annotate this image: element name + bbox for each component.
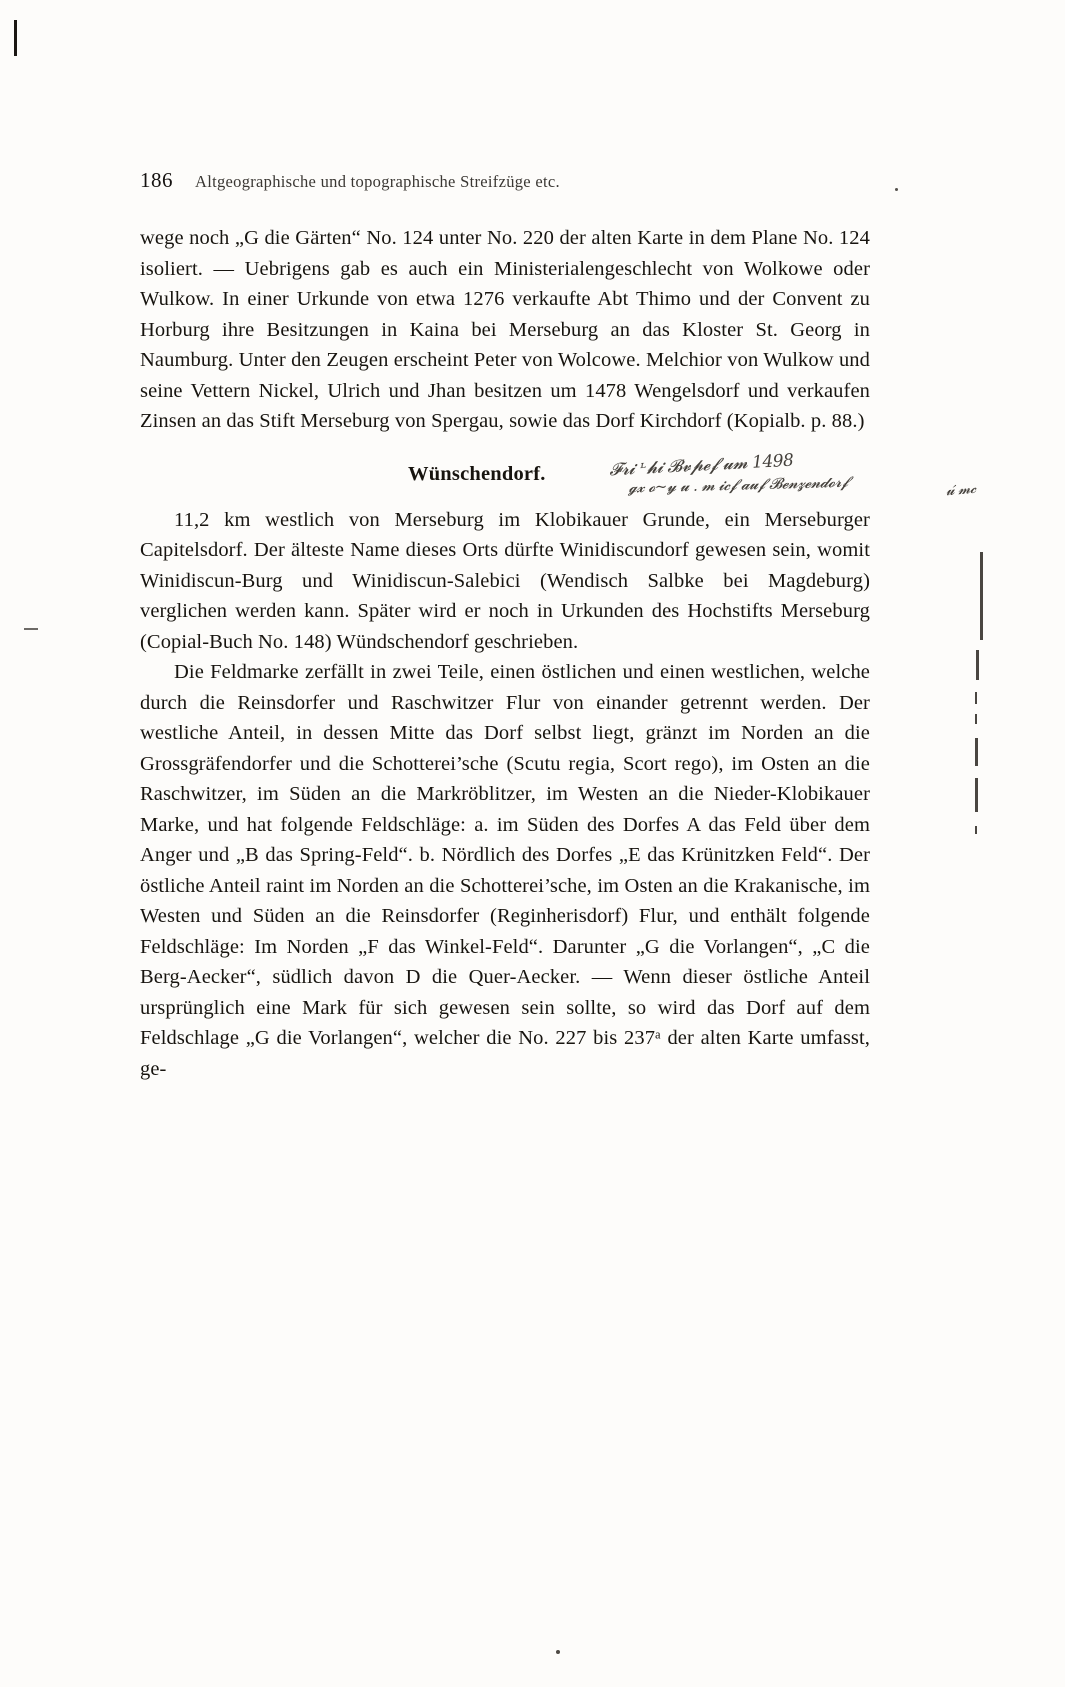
page-number: 186 [140,168,173,192]
page-content [140,168,977,1084]
scan-speck-artifact [895,188,898,191]
right-margin-fragment [975,778,978,812]
paragraph-1: wege noch „G die Gärten“ No. 124 unter No. 220 der alten Karte in dem Plane No. 124 isoliert. — Uebrigens gab es auch ein Ministerialengeschlecht von Wolkowe oder Wulkow. In einer Urkunde von etwa 1276 verkaufte Abt Thimo und der Convent zu Horburg ihre Besitzungen in Kaina bei Merseburg an das Kloster St. Georg in Naumburg. Unter den Zeugen erscheint Peter von Wolcowe. Melchior von Wulkow und seine Vettern Nickel, Ulrich und Jhan besitzen um 1478 Wengelsdorf und verkaufen Zinsen an das Stift Merseburg von Spergau, sowie das Dorf Kirchdorf (Kopialb. p. 88.) [140,227,870,432]
binding-mark-artifact [14,20,17,56]
section-heading-line [140,450,977,503]
marginalia-handwriting [609,437,1041,515]
marginalia-line-1: 𝓕𝓻𝓲 ᶫ𝓱𝓲 𝓑𝓿𝓹𝓮𝓯 𝓾𝓶 1498 [608,450,794,480]
right-margin-fragment [975,738,978,766]
footer-speck-artifact [556,1650,560,1654]
right-margin-fragment [980,552,983,640]
right-margin-fragment [975,692,977,704]
marginalia-line-3: 𝓾́ 𝓶𝓬 [945,480,977,499]
paragraph-3: Die Feldmarke zerfällt in zwei Teile, einen östlichen und einen westlichen, welche durch die Reinsdorfer und Raschwitzer Flur von einander getrennt werden. Der westliche Anteil, in dessen Mitte das Dorf selbst liegt, gränzt im Norden an die Grossgräfendorfer und die Schotterei’sche (Scutu regia, Scort rego), im Osten an die Raschwitzer, im Süden an die Markröblitzer, im Westen an die Nieder-Klobikauer Marke, und hat folgende Feldschläge: a. im Süden des Dorfes A das Feld über dem Anger und „B das Spring-Feld“. b. Nördlich des Dorfes „E das Krünitzken Feld“. Der östliche Anteil raint im Norden an die Schotterei’sche, im Osten an die Krakanische, im Westen und Süden an die Reinsdorfer (Reginherisdorf) Flur, und enthält folgende Feldschläge: Im Norden „F das Winkel-Feld“. Darunter „G die Vorlangen“, „C die Berg-Aecker“, südlich davon D die Quer-Aecker. — Wenn dieser östliche Anteil ursprünglich eine Mark für sich gewesen sein sollte, so wird das Dorf auf dem Feldschlage „G die Vorlangen“, welcher die No. 227 bis 237ᵃ der alten Karte umfasst, ge- [140,661,870,1080]
marginalia-line-2: 𝓰𝔁 𝓸~𝔂 𝓾 . 𝓶 𝓲𝓬𝓯 𝓪𝓾𝓯 𝓑𝓮𝓷𝔃𝓮𝓷𝓭𝓸𝓻𝓯 [628,472,849,496]
running-head-title: Altgeographische und topographische Streifzüge etc. [195,172,560,191]
right-margin-fragment [975,714,977,724]
right-margin-fragment [975,826,977,834]
right-margin-fragment [976,650,979,680]
left-edge-tick-artifact [24,628,38,630]
running-head [140,168,870,193]
section-heading: Wünschendorf. [408,462,546,485]
paragraph-2: 11,2 km westlich von Merseburg im Klobikauer Grunde, ein Merseburger Capitelsdorf. Der älteste Name dieses Orts dürfte Winidiscundorf gewesen sein, womit Winidiscun-Burg und Winidiscun-Salebici (Wendisch Salbke bei Magdeburg) verglichen werden kann. Später wird er noch in Urkunden des Hochstifts Merseburg (Copial-Buch No. 148) Wündschendorf geschrieben. [140,508,870,653]
